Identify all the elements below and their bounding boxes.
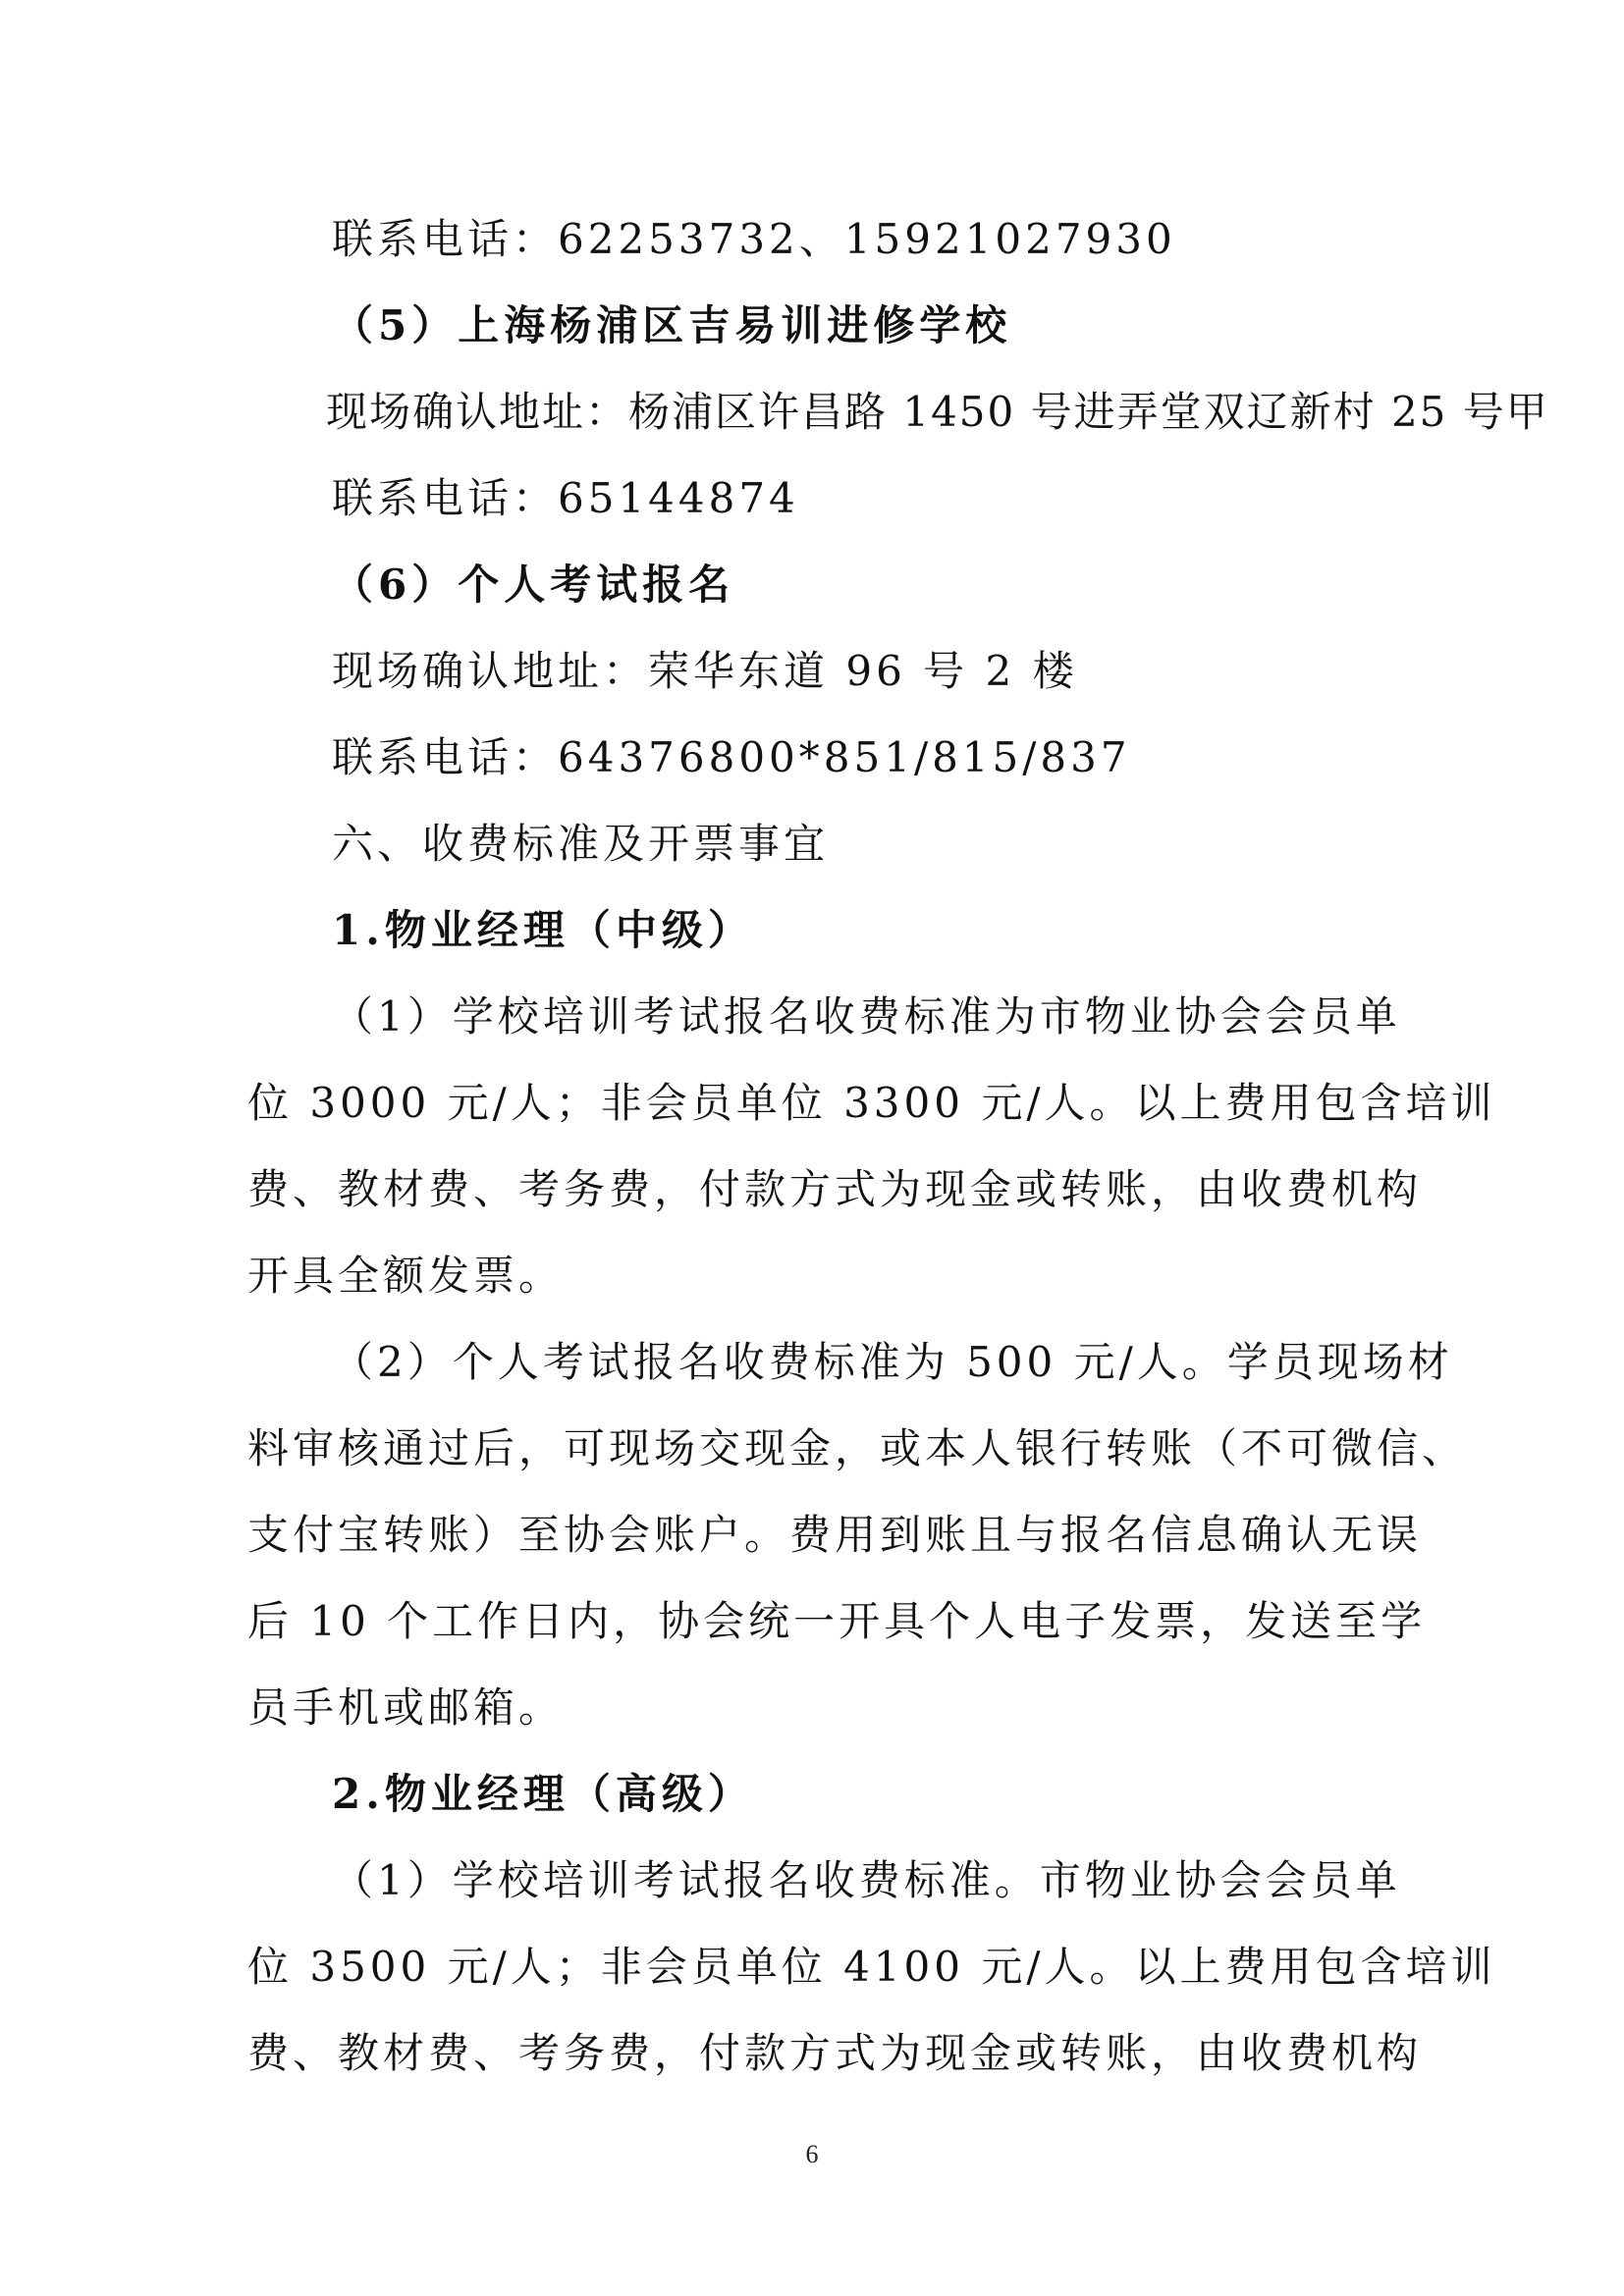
paragraph-line: 费、教材费、考务费，付款方式为现金或转账，由收费机构 <box>247 1165 1423 1213</box>
contact-phone-line: 联系电话：65144874 <box>332 474 799 522</box>
paragraph-line: （1）学校培训考试报名收费标准为市物业协会会员单 <box>332 992 1401 1041</box>
paragraph-line: 员手机或邮箱。 <box>247 1683 565 1732</box>
contact-phone-line: 联系电话：64376800*851/815/837 <box>332 733 1131 781</box>
paragraph-line: 开具全额发票。 <box>247 1252 565 1300</box>
subsection-heading: 2.物业经理（高级） <box>332 1770 754 1818</box>
school-heading: （5）上海杨浦区吉易训进修学校 <box>332 301 1012 349</box>
paragraph-line: 后 10 个工作日内，协会统一开具个人电子发票，发送至学 <box>247 1597 1427 1645</box>
address-line: 现场确认地址：荣华东道 96 号 2 楼 <box>332 647 1078 695</box>
paragraph-line: 料审核通过后，可现场交现金，或本人银行转账（不可微信、 <box>247 1424 1468 1472</box>
subsection-heading: 1.物业经理（中级） <box>332 906 754 954</box>
paragraph-line: （2）个人考试报名收费标准为 500 元/人。学员现场材 <box>332 1338 1453 1386</box>
paragraph-line: 支付宝转账）至协会账户。费用到账且与报名信息确认无误 <box>247 1511 1423 1559</box>
page-number: 6 <box>805 2140 819 2168</box>
contact-phone-line: 联系电话：62253732、15921027930 <box>332 215 1176 263</box>
paragraph-line: 位 3000 元/人；非会员单位 3300 元/人。以上费用包含培训 <box>247 1079 1496 1127</box>
paragraph-line: （1）学校培训考试报名收费标准。市物业协会会员单 <box>332 1856 1401 1904</box>
paragraph-line: 费、教材费、考务费，付款方式为现金或转账，由收费机构 <box>247 2029 1423 2077</box>
address-line: 现场确认地址：杨浦区许昌路 1450 号进弄堂双辽新村 25 号甲 <box>326 388 1549 436</box>
paragraph-line: 位 3500 元/人；非会员单位 4100 元/人。以上费用包含培训 <box>247 1943 1496 1991</box>
section-heading: 六、收费标准及开票事宜 <box>332 820 830 868</box>
personal-exam-heading: （6）个人考试报名 <box>332 561 735 609</box>
